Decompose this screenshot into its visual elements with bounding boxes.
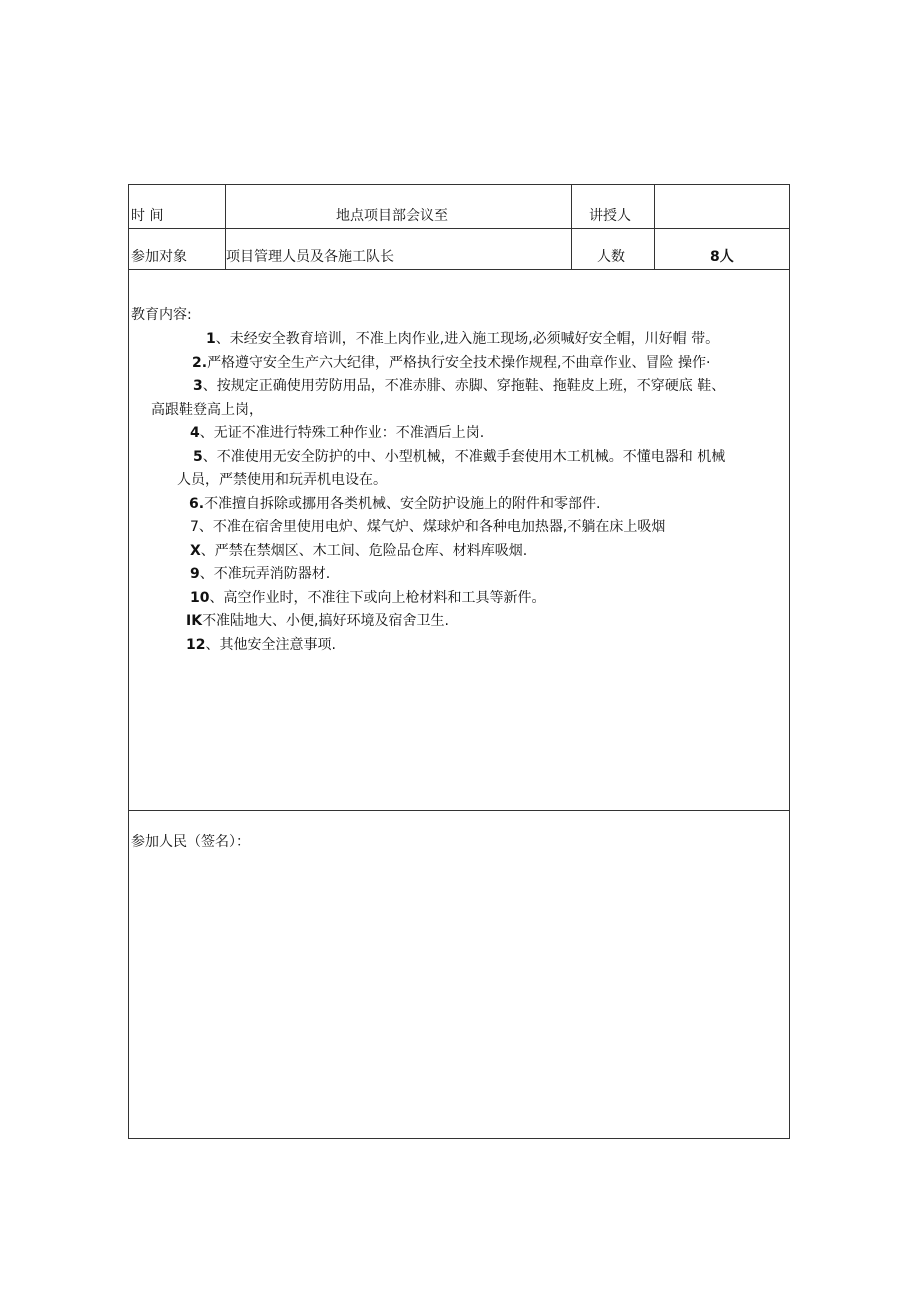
participants-label: 参加对象	[131, 249, 187, 265]
content-item-text: 7、不准在宿舍里使用电炉、煤气炉、煤球炉和各种电加热器,不躺在床上吸烟	[190, 519, 666, 535]
content-item	[190, 542, 527, 560]
location-cell	[226, 185, 572, 228]
participants-label-cell	[129, 228, 226, 269]
content-item-text: 、按规定正确使用劳防用品，不准赤腓、赤脚、穿拖鞋、拖鞋皮上班，不穿硬底 鞋、	[202, 378, 726, 394]
content-item-number: 2.	[192, 354, 208, 371]
content-item-number: 4	[190, 425, 200, 441]
content-item-text: 、严禁在禁烟区、木工间、危险品仓库、材料库吸烟.	[200, 542, 528, 559]
content-label: 教育内容:	[131, 307, 192, 323]
content-item	[186, 636, 336, 654]
content-item-text: 严格遵守安全生产六大纪律，严格执行安全技术操作规程,不曲章作业、冒险 操作·	[207, 354, 711, 371]
content-item-number: 10	[190, 589, 210, 606]
content-section	[129, 269, 789, 811]
content-item-number: 9	[190, 566, 200, 582]
lecturer-value-cell	[655, 185, 789, 228]
count-value-cell	[655, 228, 789, 269]
content-item	[190, 518, 665, 536]
content-item	[190, 424, 484, 442]
content-item-number: 5	[193, 448, 203, 465]
content-item	[190, 565, 330, 583]
content-item	[193, 448, 725, 466]
lecturer-label: 讲授人	[589, 208, 631, 224]
content-item-number: IK	[186, 613, 203, 629]
training-record-form	[128, 184, 790, 1139]
content-item	[189, 495, 601, 513]
content-item-number: 6.	[189, 495, 205, 512]
location-value: 地点项目部会议至	[336, 208, 448, 224]
content-item-number: 1	[206, 331, 216, 347]
content-item-number: 3	[193, 378, 203, 394]
signature-label: 参加人民（签名）：	[131, 834, 250, 850]
content-item	[192, 354, 710, 372]
signature-section	[129, 810, 789, 1138]
content-item	[151, 401, 263, 419]
header-row-1	[129, 185, 789, 229]
content-item	[206, 330, 719, 348]
content-item-text: 、高空作业时，不准往下或向上枪材料和工具等新件。	[209, 589, 546, 606]
content-item	[190, 589, 545, 607]
time-label: 时 间	[131, 208, 164, 224]
count-value: 8人	[710, 249, 734, 265]
content-item	[177, 471, 387, 489]
content-item-text: 、不准使用无安全防护的中、小型机械，不准戴手套使用木工机械。不懂电器和 机械	[202, 448, 726, 465]
header-row-2	[129, 228, 789, 270]
lecturer-label-cell	[572, 185, 655, 228]
content-item-text: 不准陆地大、小便,搞好环境及宿舍卫生.	[202, 613, 449, 629]
content-item	[186, 612, 449, 630]
content-item-text: 人员，严禁使用和玩弄机电设在。	[177, 472, 387, 488]
time-label-cell	[129, 185, 226, 228]
participants-value-cell	[226, 228, 572, 269]
content-item-text: 、无证不准进行特殊工种作业：不准酒后上岗.	[199, 425, 485, 441]
content-item-text: 高跟鞋登高上岗，	[151, 401, 263, 418]
content-item-text: 、其他安全注意事项.	[205, 636, 336, 653]
content-item-text: 不准擅自拆除或挪用各类机械、安全防护设施上的附件和零部件.	[204, 495, 601, 512]
count-label-cell	[572, 228, 655, 269]
content-item-text: 、未经安全教育培训，不准上肉作业,进入施工现场,必须喊好安全帽，川好帽 带。	[215, 331, 720, 347]
content-item-number: 12	[186, 636, 206, 653]
content-item-number: X	[190, 542, 201, 559]
content-item-text: 、不准玩弄消防器材.	[199, 566, 331, 582]
content-item	[193, 377, 725, 395]
participants-value: 项目管理人员及各施工队长	[226, 249, 394, 265]
count-label: 人数	[597, 249, 625, 265]
